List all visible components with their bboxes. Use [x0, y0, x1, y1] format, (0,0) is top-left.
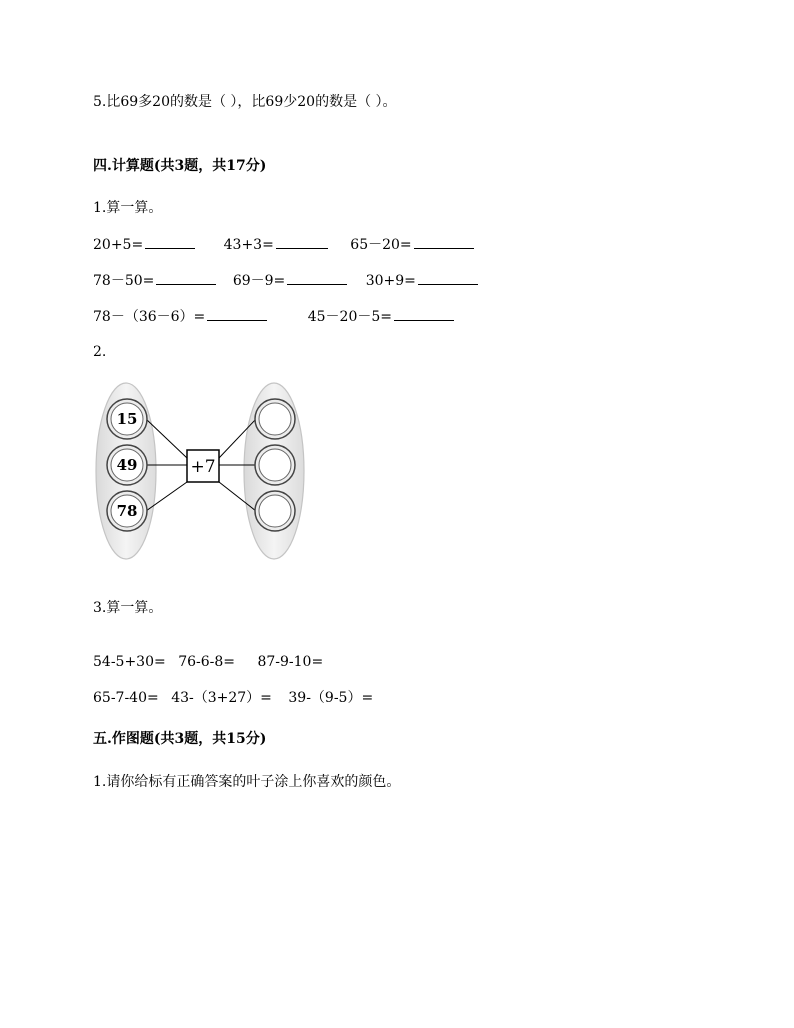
- q1-expr: 45－20－5=: [307, 309, 393, 325]
- answer-blank[interactable]: [394, 306, 454, 321]
- q3-expr: 87-9-10=: [257, 654, 324, 670]
- question-3-label: 3.算一算。: [93, 600, 163, 616]
- answer-circle[interactable]: [255, 399, 295, 439]
- answer-blank[interactable]: [418, 270, 478, 285]
- addition-machine-diagram: [93, 380, 313, 565]
- answer-blank[interactable]: [145, 234, 195, 249]
- q1-row-1: [93, 234, 474, 255]
- answer-circle[interactable]: [255, 491, 295, 531]
- question-draw-1: 1.请你给标有正确答案的叶子涂上你喜欢的颜色。: [93, 774, 401, 790]
- question-1-label: 1.算一算。: [93, 200, 163, 216]
- q3-expr: 43-（3+27）=: [171, 690, 272, 706]
- q1-expr: 78－50=: [93, 273, 155, 289]
- answer-blank[interactable]: [276, 234, 328, 249]
- answer-blank[interactable]: [156, 270, 216, 285]
- q3-expr: 65-7-40=: [93, 690, 159, 706]
- q1-row-2: [93, 270, 478, 291]
- answer-blank[interactable]: [287, 270, 347, 285]
- answer-circle[interactable]: [255, 445, 295, 485]
- section-5-heading: 五.作图题(共3题，共15分): [93, 731, 267, 747]
- input-number: 15: [116, 410, 138, 428]
- q1-expr: 30+9=: [365, 273, 416, 289]
- answer-blank[interactable]: [414, 234, 474, 249]
- section-4-heading: 四.计算题(共3题，共17分): [93, 158, 267, 174]
- question-5: 5.比69多20的数是（ ），比69少20的数是（ ）。: [93, 94, 397, 110]
- question-2-label: 2.: [93, 344, 107, 360]
- q3-expr: 54-5+30=: [93, 654, 166, 670]
- q1-expr: 69－9=: [232, 273, 286, 289]
- operator-label: +7: [190, 457, 216, 477]
- q1-expr: 65－20=: [350, 237, 412, 253]
- input-number: 78: [116, 502, 138, 520]
- q3-row-1: [93, 652, 323, 672]
- answer-blank[interactable]: [207, 306, 267, 321]
- q1-row-3: [93, 306, 454, 327]
- q3-expr: 76-6-8=: [178, 654, 236, 670]
- input-number: 49: [116, 456, 138, 474]
- q1-expr: 20+5=: [93, 237, 144, 253]
- q1-expr: 43+3=: [223, 237, 274, 253]
- q3-expr: 39-（9-5）=: [288, 690, 374, 706]
- q1-expr: 78－（36－6）=: [93, 309, 206, 325]
- q3-row-2: [93, 688, 373, 708]
